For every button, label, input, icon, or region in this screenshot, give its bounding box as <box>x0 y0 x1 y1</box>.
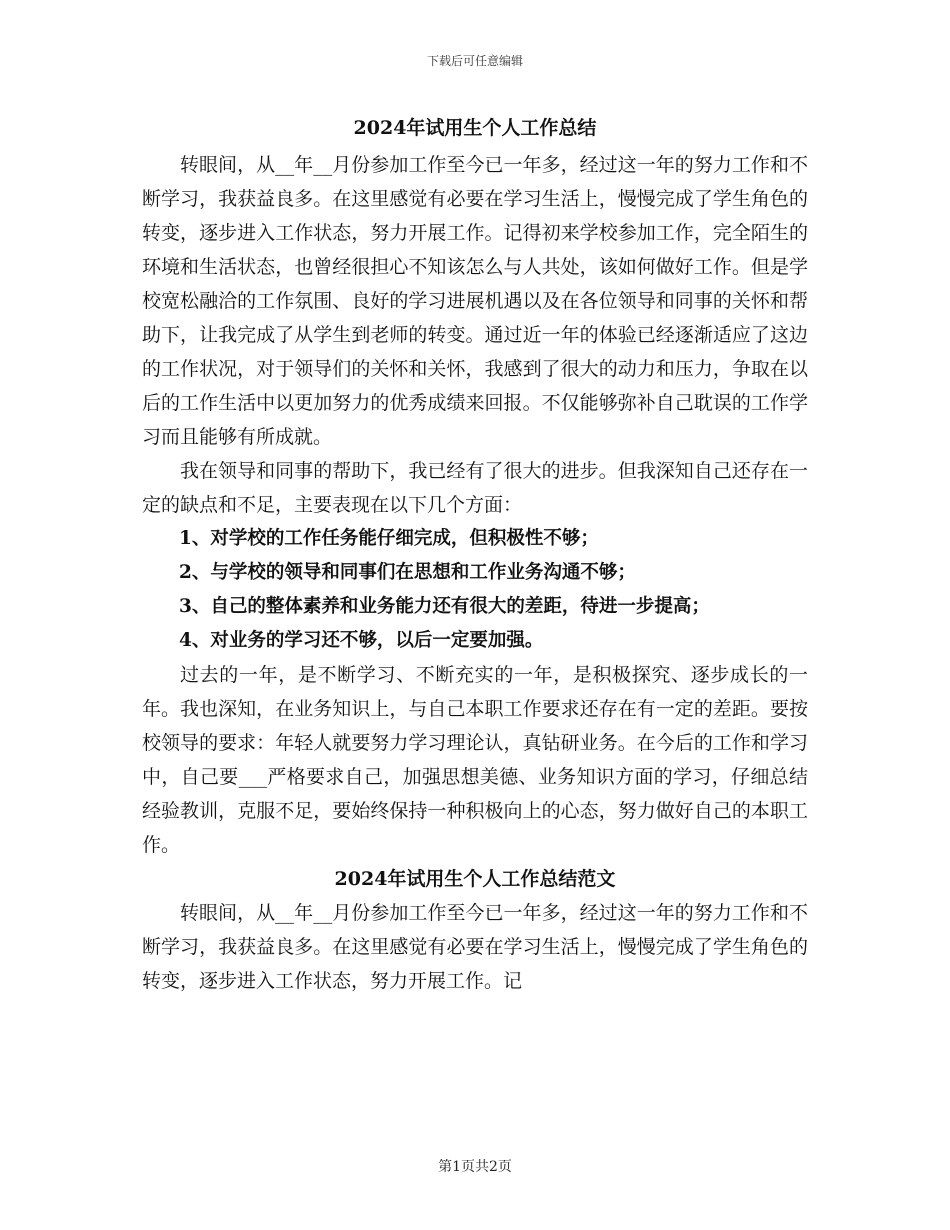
document-body <box>142 108 808 998</box>
page-number: 第1页共2页 <box>438 1159 512 1175</box>
list-item-3: 3、自己的整体素养和业务能力还有很大的差距，待进一步提高； <box>179 596 710 617</box>
paragraph-intro: 转眼间，从__年__月份参加工作至今已一年多，经过这一年的努力工作和不断学习，我获益良多。在这里感觉有必要在学习生活上，慢慢完成了学生角色的转变，逐步进入工作状态，努力开展工作。记得初来学校参加工作，完全陌生的环境和生活状态，也曾经很担心不知该怎么与人共处，该如何做好工作。但是学校宽松融洽的工作氛围、良好的学习进展机遇以及在各位领导和同事的关怀和帮助下，让我完成了从学生到老师的转变。通过近一年的体验已经逐渐适应了这边的工作状况，对于领导们的关怀和关怀，我感到了很大的动力和压力，争取在以后的工作生活中以更加努力的优秀成绩来回报。不仅能够弥补自己耽误的工作学习而且能够有所成就。 <box>142 154 808 448</box>
paragraph-closing: 过去的一年，是不断学习、不断充实的一年，是积极探究、逐步成长的一年。我也深知，在业务知识上，与自己本职工作要求还存在有一定的差距。要按校领导的要求：年轻人就要努力学习理论认，真钻研业务。在今后的工作和学习中，自己要___严格要求自己，加强思想美德、业务知识方面的学习，仔细总结经验教训，克服不足，要始终保持一种积极向上的心态，努力做好自己的本职工作。 <box>142 664 808 856</box>
section-title-sample: 2024年试用生个人工作总结范文 <box>334 868 616 890</box>
list-item-1: 1、对学校的工作任务能仔细完成，但积极性不够； <box>179 528 599 549</box>
paragraph-sample-intro: 转眼间，从__年__月份参加工作至今已一年多，经过这一年的努力工作和不断学习，我获益良多。在这里感觉有必要在学习生活上，慢慢完成了学生角色的转变，逐步进入工作状态，努力开展工作。记 <box>142 902 808 992</box>
list-item-4: 4、对业务的学习还不够，以后一定要加强。 <box>179 630 544 651</box>
document-title: 2024年试用生个人工作总结 <box>353 117 597 139</box>
paragraph-shortcomings-intro: 我在领导和同事的帮助下，我已经有了很大的进步。但我深知自己还存在一定的缺点和不足，主要表现在以下几个方面： <box>142 460 808 516</box>
page-header-note: 下载后可任意编辑 <box>426 54 523 68</box>
list-item-2: 2、与学校的领导和同事们在思想和工作业务沟通不够； <box>179 562 636 583</box>
